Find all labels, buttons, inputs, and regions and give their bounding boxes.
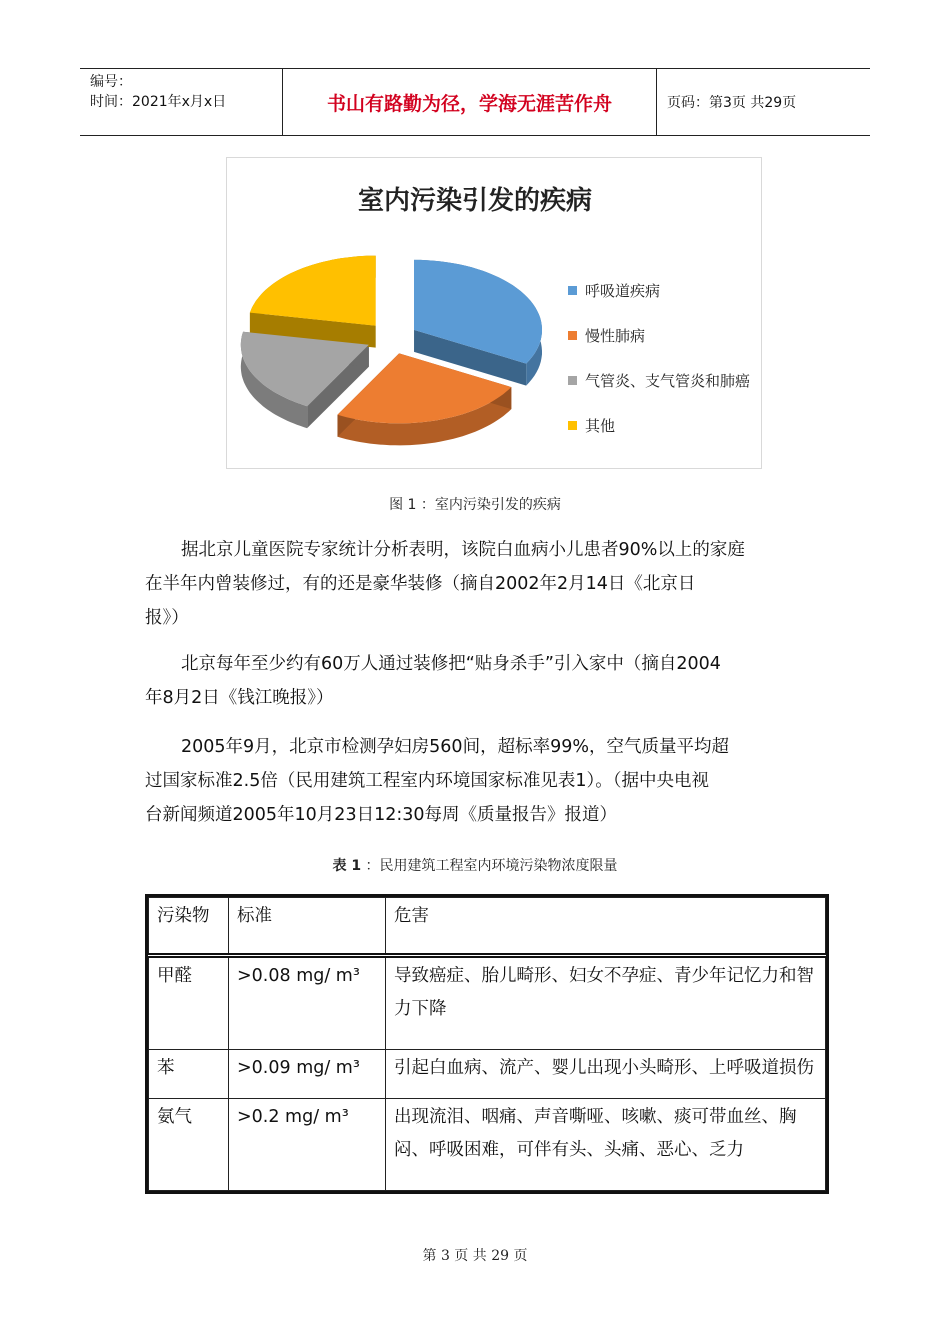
paragraph-line: 据北京儿童医院专家统计分析表明，该院白血病小儿患者90%以上的家庭 [181,540,745,560]
table-cell: 苯 [149,1050,229,1099]
legend-label: 呼吸道疾病 [585,282,661,300]
paragraph-line: 报》） [145,608,189,628]
legend-item [568,403,750,448]
table-header-cell: 污染物 [149,898,229,956]
chart-legend [568,268,750,448]
table-caption-label: 表 1 [332,858,362,874]
page-footer: 第 3 页 共 29 页 [422,1248,528,1264]
table-header-cell: 危害 [386,898,826,956]
chart-title: 室内污染引发的疾病 [357,186,592,216]
figure-caption: 图 1 ：室内污染引发的疾病 [389,497,561,513]
header-page-number: 页码：第3页 共29页 [667,95,797,111]
table-caption-text: ：民用建筑工程室内环境污染物浓度限量 [361,858,618,874]
pollutant-table [145,894,829,1194]
pie-chart [0,0,950,500]
paragraph-2 [145,647,810,715]
table-header-cell: 标准 [229,898,386,956]
table-caption [0,855,950,875]
header-motto: 书山有路勤为径，学海无涯苦作舟 [282,69,657,135]
table-cell: 氨气 [149,1099,229,1191]
legend-swatch [568,421,577,430]
legend-item [568,358,750,403]
paragraph-1 [145,533,810,635]
paragraph-line: 在半年内曾装修过，有的还是豪华装修（摘自2002年2月14日《北京日 [145,574,696,594]
legend-swatch [568,376,577,385]
table-row [149,1099,826,1191]
paragraph-line: 过国家标准2.5倍（民用建筑工程室内环境国家标准见表1）。（据中央电视 [145,771,709,791]
table-cell: 导致癌症、胎儿畸形、妇女不孕症、青少年记忆力和智力下降 [386,956,826,1050]
paragraph-line: 北京每年至少约有60万人通过装修把“贴身杀手”引入家中（摘自2004 [181,654,721,674]
paragraph-line: 年8月2日《钱江晚报》） [145,688,334,708]
header-id: 编号： [90,74,132,90]
legend-label: 其他 [585,417,616,435]
paragraph-3 [145,730,810,832]
legend-label: 气管炎、支气管炎和肺癌 [585,372,751,390]
legend-label: 慢性肺病 [585,327,646,345]
table-row [149,956,826,1050]
paragraph-line: 台新闻频道2005年10月23日12:30每周《质量报告》报道） [145,805,618,825]
legend-swatch [568,331,577,340]
table-cell: >0.08 mg/ m³ [229,956,386,1050]
legend-item [568,268,750,313]
table-cell: 引起白血病、流产、婴儿出现小头畸形、上呼吸道损伤 [386,1050,826,1099]
paragraph-line: 2005年9月，北京市检测孕妇房560间，超标率99%，空气质量平均超 [181,737,729,757]
table-cell: >0.09 mg/ m³ [229,1050,386,1099]
table-cell: >0.2 mg/ m³ [229,1099,386,1191]
header-time: 时间：2021年x月x日 [90,94,227,110]
table-header-row [149,898,826,956]
legend-item [568,313,750,358]
legend-swatch [568,286,577,295]
table-row [149,1050,826,1099]
table-cell: 出现流泪、咽痛、声音嘶哑、咳嗽、痰可带血丝、胸闷、呼吸困难，可伴有头、头痛、恶心、乏力 [386,1099,826,1191]
table-cell: 甲醛 [149,956,229,1050]
